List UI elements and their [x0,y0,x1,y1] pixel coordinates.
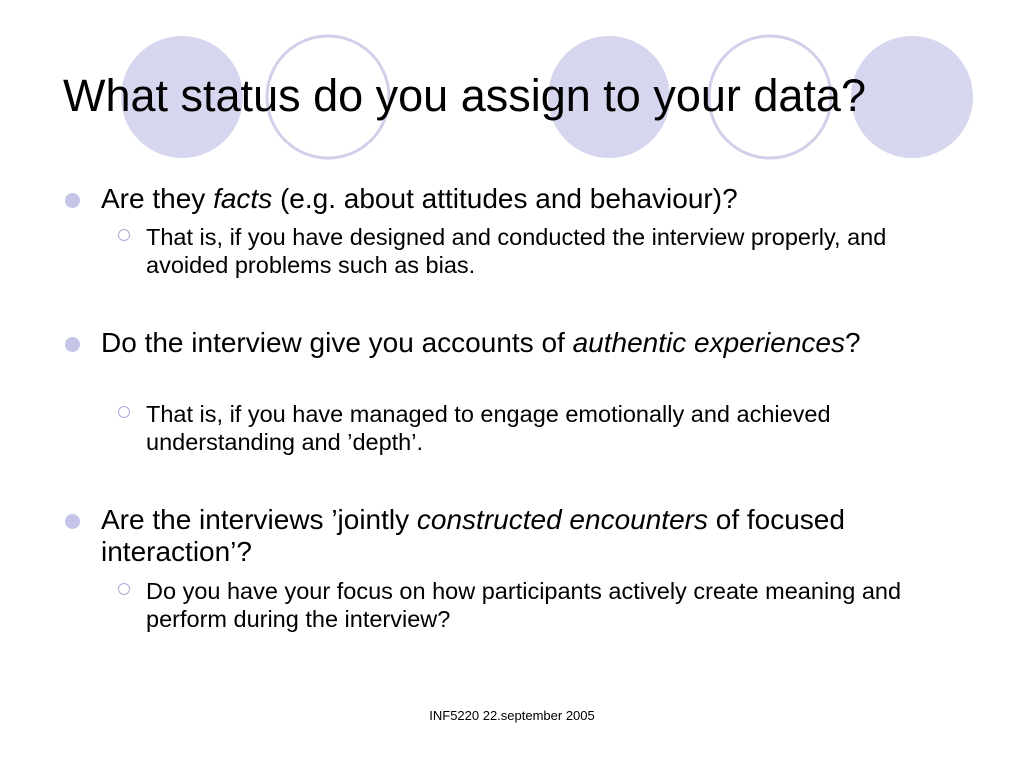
slide-footer: INF5220 22.september 2005 [429,708,595,723]
sub-bullet-circle-icon [118,583,130,595]
bullet-dot-icon [65,514,80,529]
slide-title: What status do you assign to your data? [63,70,866,121]
bullet-text: Are they facts (e.g. about attitudes and behaviour)? [101,183,738,214]
sub-bullet-circle-icon [118,406,130,418]
bullet-text: Do the interview give you accounts of authentic experiences? [101,327,861,358]
sub-bullet-text: Do you have your focus on how participants actively create meaning and perform during the interview? [146,578,902,632]
bullet-dot-icon [65,193,80,208]
sub-bullet-circle-icon [118,229,130,241]
sub-bullet-text: That is, if you have managed to engage emotionally and achieved understanding and ’depth’. [146,401,831,455]
decorative-circle-filled [851,36,973,158]
bullet-text: Are the interviews ’jointly constructed encounters of focused interaction’? [101,504,845,567]
sub-bullet-text: That is, if you have designed and conducted the interview properly, and avoided problems such as bias. [146,224,887,278]
bullet-dot-icon [65,337,80,352]
